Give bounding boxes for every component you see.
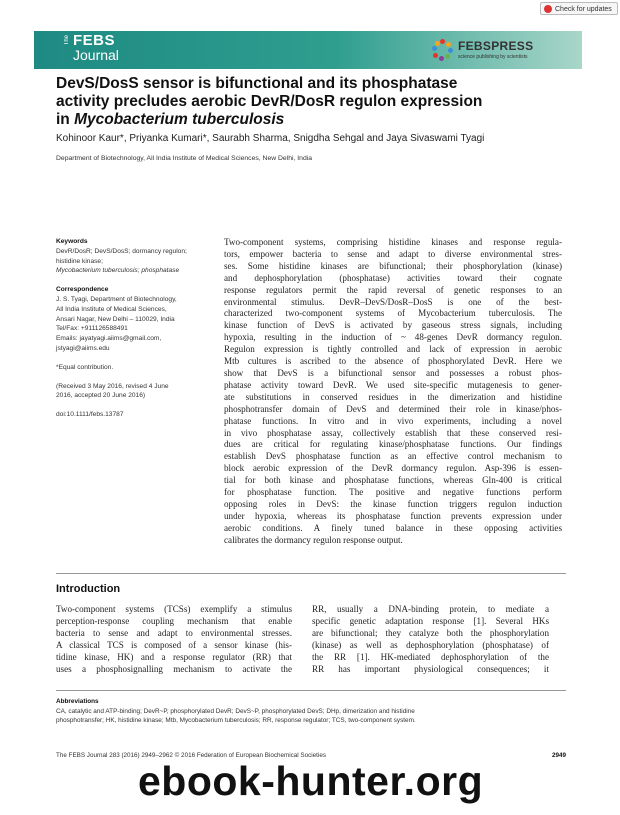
intro-line: A classical TCS is composed of a sensor kinase (his- <box>56 640 292 650</box>
article-info-sidebar <box>56 237 216 420</box>
equal-contribution-note: *Equal contribution. <box>56 363 114 371</box>
intro-line: Two-component systems (TCSs) exemplify a stimulus <box>56 604 292 614</box>
abstract-line: characterized two-component systems of Mycobacterium tuberculosis. The <box>224 308 562 319</box>
correspondence-line[interactable]: jstyagi@aiims.edu <box>56 344 110 352</box>
article-title: DevS/DosS sensor is bifunctional and its phosphatase activity precludes aerobic DevR/DosR regulon expression in Mycobacterium tuberculosis <box>56 75 483 128</box>
abstract-line: Regulon expression is tightly controlled and lack of expression in aerobic <box>224 344 562 355</box>
intro-line: tidine kinase, HK) and a response regulator (RR) that <box>56 652 292 662</box>
author-list: Kohinoor Kaur*, Priyanka Kumari*, Saurabh Sharma, Snigdha Sehgal and Jaya Sivaswami Tyagi <box>56 133 485 144</box>
abstract-line: aerobic conditions. A finely tuned balance in these opposing activities <box>224 522 562 533</box>
keywords-line: DevR/DosR; DevS/DosS; dormancy regulon; <box>56 247 187 255</box>
received-dates: 2016, accepted 20 June 2016) <box>56 392 146 400</box>
abstract-line: opposing roles in DevS: the kinase function triggers regulon induction <box>224 498 562 509</box>
intro-line: the RR [1]. HK-mediated dephosphorylation of the <box>312 652 549 662</box>
abstract-line: under hypoxia, whereas its phosphatase function prevents expression under <box>224 510 562 521</box>
abstract-line: ate substitutions in conserved residues in the dimerization and histidine <box>224 391 562 402</box>
febs-press-dots-icon <box>432 39 454 61</box>
abstract-line: in vivo phosphatase assay, collectively establish that these conserved resi- <box>224 427 562 438</box>
journal-banner: The FEBS Journal FEBSPRESS science publishing by scientists <box>34 31 582 69</box>
divider <box>56 690 566 691</box>
check-for-updates-label: Check for updates <box>555 6 612 13</box>
intro-line: RR has important physiological consequences; it <box>312 664 549 674</box>
page-number: 2949 <box>551 752 566 759</box>
abstract-line: dues are critical for regulating kinase/phosphatase functions. Our findings <box>224 439 562 450</box>
intro-left-column <box>56 603 292 675</box>
introduction-heading: Introduction <box>56 583 121 595</box>
keywords-heading: Keywords <box>56 238 88 245</box>
abstract-line: response regulators permit the rapid reversal of genetic responses to an <box>224 284 562 295</box>
abstract-line: for phosphatase function. The positive and negative functions perform <box>224 487 562 498</box>
check-for-updates-button[interactable] <box>540 2 618 15</box>
intro-line: specific genetic adaptation response [1]. Several HKs <box>312 616 549 626</box>
abstract-line: Mtb cultures is ascribed to the absence of phosphorylated DevR. Here we <box>224 356 562 367</box>
abstract-line: tors, empower bacteria to sense and adapt to diverse environmental stres- <box>224 248 562 259</box>
logo-dot <box>440 39 445 44</box>
abstract-line: block aerobic expression of the DevR dormancy regulon. Asp-396 is essen- <box>224 463 562 474</box>
crossmark-icon <box>544 5 552 13</box>
abstract-line: Two-component systems, comprising histidine kinases and response regula- <box>224 237 562 247</box>
abstract <box>224 237 562 547</box>
affiliation: Department of Biotechnology, All India Institute of Medical Sciences, New Delhi, India <box>56 155 313 162</box>
abstract-line: ses. Some histidine kinases are bifunctional; their phosphorylation (kinase) <box>224 260 562 271</box>
correspondence-line: Tel/Fax: +911126588491 <box>56 325 128 333</box>
intro-line: (kinase) as well as dephosphorylation (phosphatase) of <box>312 640 549 650</box>
febs-press-logo: FEBSPRESS science publishing by scientists <box>432 37 580 67</box>
logo-dot <box>439 56 444 61</box>
logo-dot <box>446 42 451 47</box>
abstract-line: kinase function of DevS is activated by gaseous stress signals, including <box>224 320 562 331</box>
abstract-line: and dephosphorylation (phosphatase) activities toward their cognate <box>224 272 562 283</box>
received-dates: (Received 3 May 2016, revised 4 June <box>56 382 169 390</box>
keywords-line: Mycobacterium tuberculosis; phosphatase <box>56 267 180 275</box>
abstract-line: phosphotransfer domain of DevS and determined their role in kinase/phos- <box>224 403 562 414</box>
correspondence-heading: Correspondence <box>56 286 109 294</box>
abstract-line: calibrates the dormancy regulon response output. <box>224 534 403 545</box>
abbreviations-line: phosphotransfer; HK, histidine kinase; Mtb, Mycobacterium tuberculosis; RR, response regulator; TCS, two-component system. <box>56 717 416 724</box>
correspondence-line: All India Institute of Medical Sciences, <box>56 305 167 313</box>
abstract-line: hypoxia, resulting in the induction of ~ 48-genes DevR dormancy regulon. <box>224 332 562 343</box>
correspondence-line: J. S. Tyagi, Department of Biotechnology, <box>56 295 177 303</box>
divider <box>56 573 566 574</box>
doi-link[interactable]: doi:10.1111/febs.13787 <box>56 411 124 419</box>
intro-right-column <box>312 603 549 675</box>
intro-line: bacteria to sense and adapt to environmental stresses. <box>56 628 292 638</box>
logo-dot <box>433 53 438 58</box>
intro-line: perception-response coupling mechanism that enable <box>56 616 292 626</box>
keywords-line: histidine kinase; <box>56 257 103 265</box>
logo-dot <box>435 41 440 46</box>
logo-dot <box>432 46 437 51</box>
abstract-line: phatase functions. In vitro and in vivo experiments, including a novel <box>224 415 562 426</box>
abbreviations <box>56 697 566 726</box>
abstract-line: tial for both kinase and phosphatase functions, whereas Gln-400 is critical <box>224 475 562 486</box>
abbreviations-line: CA, catalytic and ATP-binding; DevR~P, phosphorylated DevR; DevS~P, phosphorylated DevS; DHp, dimerization and histidine <box>56 707 415 715</box>
correspondence-line[interactable]: Emails: jayatyagi.aiims@gmail.com, <box>56 335 162 343</box>
abstract-line: show that DevS is a bifunctional sensor and possesses a robust phos- <box>224 367 562 378</box>
correspondence-line: Ansari Nagar, New Delhi – 110029, India <box>56 315 175 323</box>
logo-dot <box>445 54 450 59</box>
abstract-line: phatase activity toward DevR. We used site-specific mutagenesis to gener- <box>224 379 562 390</box>
intro-line: uses a phosphosignalling mechanism to activate the <box>56 664 292 674</box>
watermark: ebook-hunter.org <box>138 758 484 804</box>
footer-citation: The FEBS Journal 283 (2016) 2949–2962 © 2016 Federation of European Biochemical Societies <box>56 752 326 759</box>
intro-line: RR, usually a DNA-binding protein, to mediate a <box>312 604 549 614</box>
abbreviations-heading: Abbreviations <box>56 698 99 705</box>
intro-line: are bifunctional; they catalyze both the phosphorylation <box>312 628 549 638</box>
abstract-line: environmental stimulus. DevR–DevS/DosR–DosS is one of the best- <box>224 296 562 307</box>
abstract-line: establish DevS phosphatase function as an effective control mechanism to <box>224 451 562 462</box>
logo-dot <box>448 48 453 53</box>
